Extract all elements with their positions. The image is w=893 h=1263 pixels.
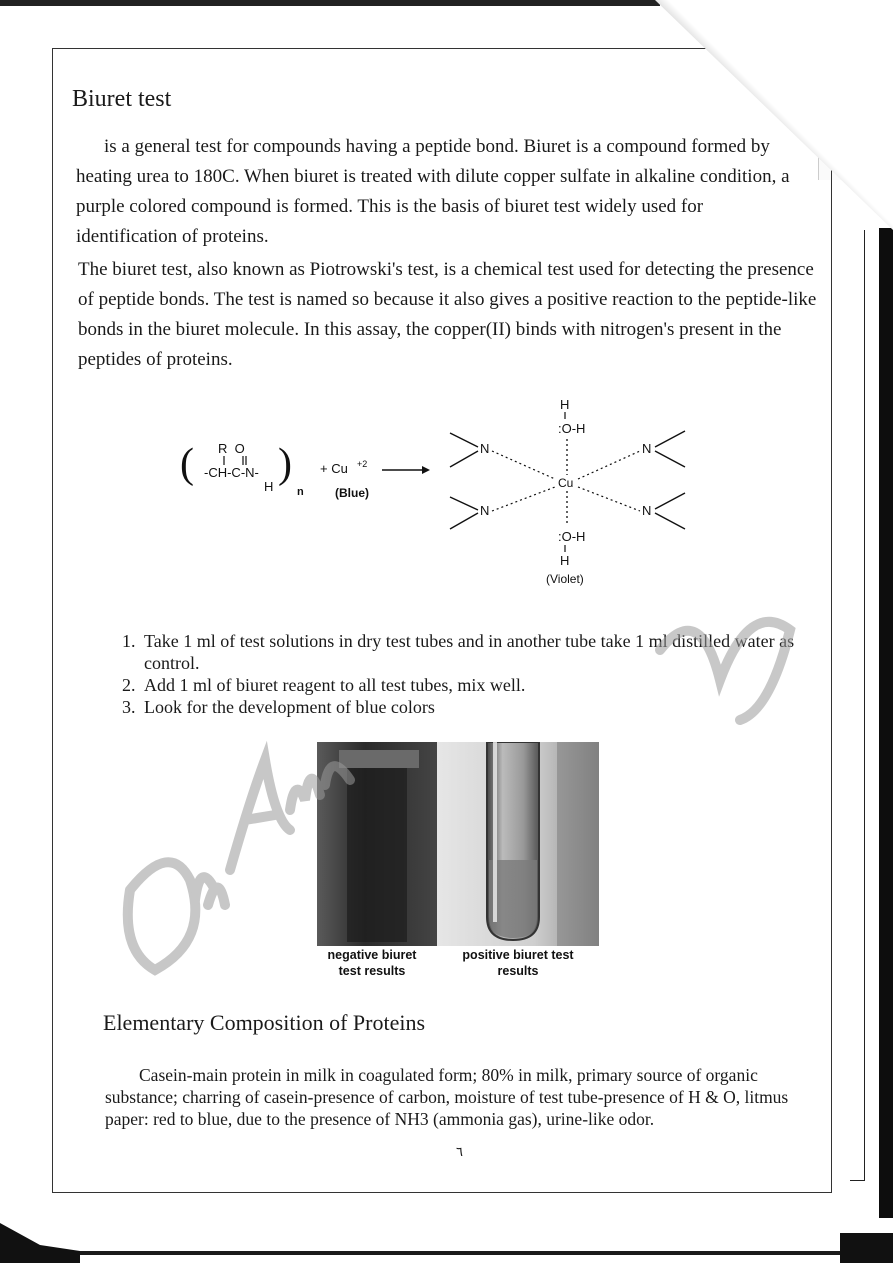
polymer-subscript: n: [297, 486, 304, 498]
bottom-h-label: H: [560, 553, 570, 568]
scan-edge-right: [879, 228, 893, 1218]
procedure-steps: [115, 630, 830, 718]
scan-edge-bottom: [0, 1223, 893, 1263]
top-oh-label: :O-H: [558, 421, 586, 436]
procedure-step-3: 3. Look for the development of blue colors: [140, 696, 830, 718]
n-bottom-right: N: [642, 503, 652, 518]
copper-reactant-label: + Cu: [320, 461, 348, 476]
n-top-right: N: [642, 441, 652, 456]
paren-close: ): [278, 441, 292, 487]
adjacent-page-border: [850, 230, 865, 1181]
biuret-intro-paragraph: is a general test for compounds having a peptide bond. Biuret is a compound formed by heating urea to 180C. When biuret is treated with dilute copper sulfate in alkaline condition, a purple colored compound is formed. This is the basis of biuret test widely used for identification of proteins.: [76, 136, 790, 247]
copper-center-label: Cu: [558, 476, 574, 490]
violet-label: (Violet): [546, 572, 584, 586]
biuret-description-paragraph: The biuret test, also known as Piotrowski's test, is a chemical test used for detecting the presence of peptide bonds. The test is named so because it also gives a positive reaction to the peptide-like bonds in the biuret molecule. In this assay, the copper(II) binds with nitrogen's present in the peptides of proteins.: [78, 259, 817, 370]
procedure-step-1: 1. Take 1 ml of test solutions in dry test tubes and in another tube take 1 ml distilled water as control.: [140, 630, 830, 674]
test-tubes-photo: [317, 742, 599, 946]
n-top-left: N: [480, 441, 490, 456]
monomer-h-label: H: [264, 479, 274, 494]
bottom-oh-label: :O-H: [558, 529, 586, 544]
procedure-step-2: 2. Add 1 ml of biuret reagent to all test tubes, mix well.: [140, 674, 830, 696]
blue-label: (Blue): [335, 486, 369, 500]
scan-edge-top: [0, 0, 660, 6]
biuret-reaction-diagram: [170, 395, 730, 595]
copper-charge-label: +2: [357, 459, 368, 469]
page-number: ٦: [456, 1144, 463, 1159]
caption-positive: positive biuret test results: [462, 948, 574, 978]
composition-paragraph: Casein-main protein in milk in coagulated form; 80% in milk, primary source of organic substance; charring of casein-presence of carbon, moisture of test tube-presence of H & O, litmus paper: red to blue, due to the presence of NH3 (ammonia gas), urine-like odor.: [105, 1065, 789, 1129]
section-title-biuret: Biuret test: [72, 86, 172, 112]
paren-open: (: [180, 441, 194, 487]
monomer-main-label: -CH-C-N-: [204, 465, 259, 480]
section-title-composition: Elementary Composition of Proteins: [103, 1010, 426, 1035]
top-h-label: H: [560, 397, 570, 412]
monomer-top-label: R O: [218, 441, 245, 456]
n-bottom-left: N: [480, 503, 490, 518]
caption-negative: negative biuret test results: [327, 948, 417, 978]
